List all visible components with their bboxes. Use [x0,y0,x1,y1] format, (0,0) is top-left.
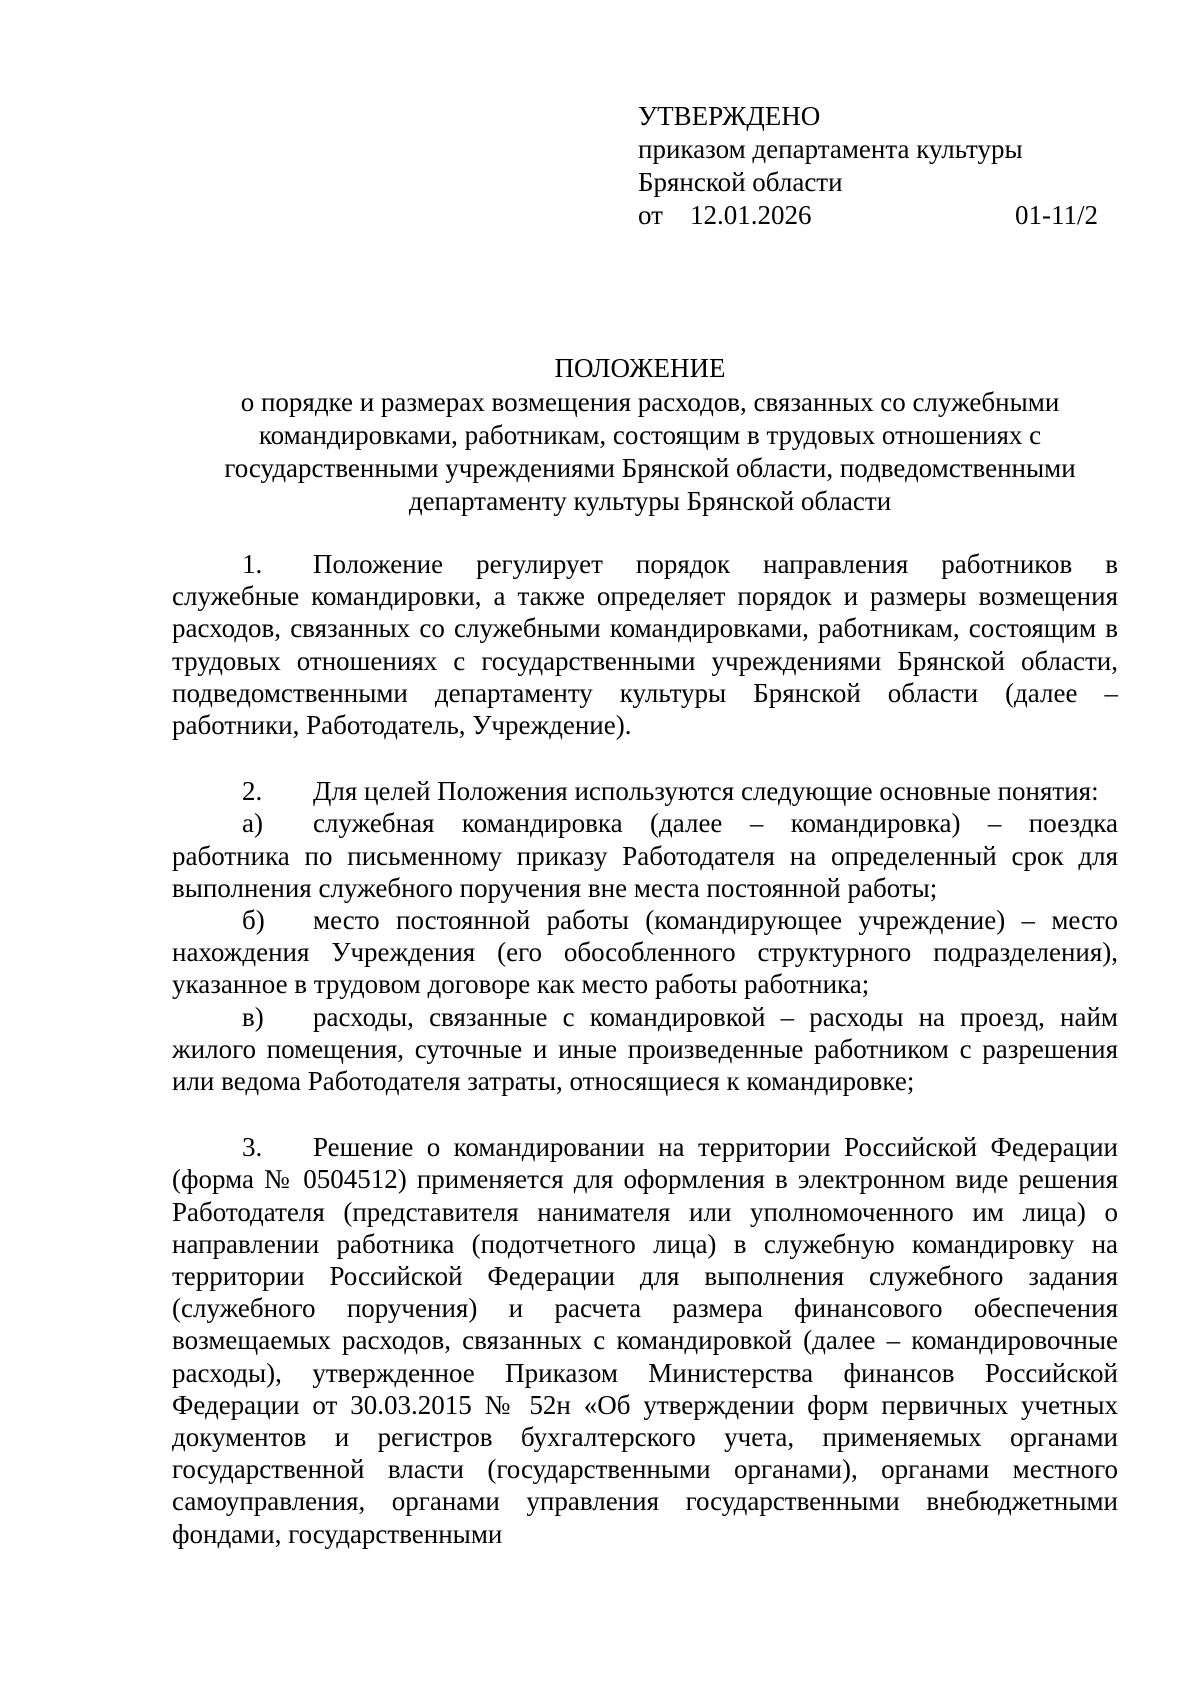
subitem-letter: б) [242,905,265,936]
order-number: 01-11/2 [1015,200,1098,230]
subitem-b [172,904,1118,1001]
paragraph-2 [172,775,1118,807]
paragraph-1 [172,548,1118,741]
document-title: ПОЛОЖЕНИЕ [554,353,726,383]
subitem-text: служебная командировка (далее – командировка) – поездка работника по письменному приказу Работодателя на определенный срок для выполнения служебного поручения вне места постоянной работы; [172,808,1118,903]
paragraph-number: 3. [242,1132,263,1163]
approval-line-2: Брянской области [638,167,843,197]
document-body [172,548,1118,1550]
subitem-text: место постоянной работы (командирующее учреждение) – место нахождения Учреждения (его обособленного структурного подразделения), указанное в трудовом договоре как место работы работника; [172,905,1118,1000]
paragraph-3 [172,1131,1118,1550]
approval-date: 12.01.2026 [690,200,812,230]
subitem-letter: а) [242,808,263,839]
subitem-a [172,807,1118,904]
date-prefix: от [638,200,663,230]
approval-line-1: приказом департамента культуры [638,134,1023,164]
document-subtitle: о порядке и размерах возмещения расходов, связанных со служебными командировками, работникам, состоящим в трудовых отношениях с государственными учреждениями Брянской области, подведомственными департаменту культуры Брянской области [224,387,1076,516]
paragraph-number: 2. [242,776,263,807]
approval-heading: УТВЕРЖДЕНО [638,101,821,131]
paragraph-text: Решение о командировании на территории Российской Федерации (форма № 0504512) применяется для оформления в электронном виде решения Работодателя (представителя нанимателя или уполномоченного им лица) о направлении работника (подотчетного лица) в служебную командировку на территории Российской Федерации для выполнения служебного задания (служебного поручения) и расчета размера финансового обеспечения возмещаемых расходов, связанных с командировкой (далее – командировочные расходы), утвержденное Приказом Министерства финансов Российской Федерации от 30.03.2015 № 52н «Об утверждении форм первичных учетных документов и регистров бухгалтерского учета, применяемых органами государственной власти (государственными органами), органами местного самоуправления, органами управления государственными внебюджетными фондами, государственными [172,1132,1118,1549]
paragraph-text: Для целей Положения используются следующие основные понятия: [313,776,1099,807]
paragraph-number: 1. [242,549,263,579]
subitem-letter: в) [242,1001,264,1032]
approval-date-line [638,199,1098,232]
subitem-v [172,1001,1118,1098]
subitem-text: расходы, связанные с командировкой – расходы на проезд, найм жилого помещения, суточные и иные произведенные работником с разрешения или ведома Работодателя затраты, относящиеся к командировке; [172,1001,1118,1097]
approval-block [638,100,1098,232]
paragraph-text: Положение регулирует порядок направления работников в служебные командировки, а также определяет порядок и размеры возмещения расходов, связанных со служебными командировками, работникам, состоящим в трудовых отношениях с государственными учреждениями Брянской области, подведомственными департаменту культуры Брянской области (далее – работники, Работодатель, Учреждение). [172,549,1118,741]
